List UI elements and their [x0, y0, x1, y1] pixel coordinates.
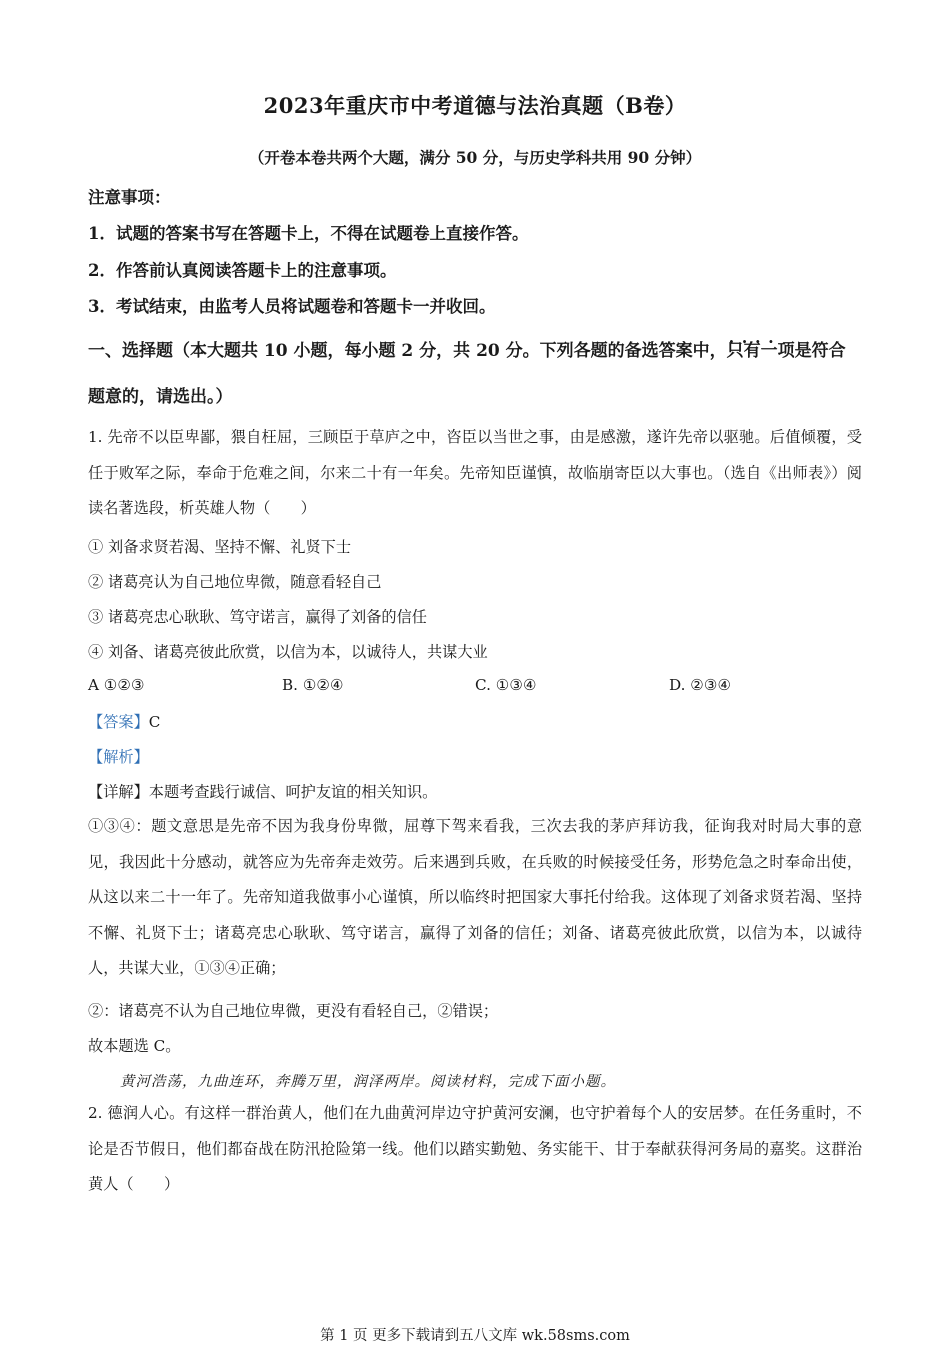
option-b: B. ①②④ [282, 676, 344, 694]
notice-item: 1．试题的答案书写在答题卡上，不得在试题卷上直接作答。 [88, 224, 529, 243]
statement-item: ③ 诸葛亮忠心耿耿、笃守诺言，赢得了刘备的信任 [88, 608, 427, 626]
material-intro: 黄河浩荡，九曲连环，奔腾万里，润泽两岸。阅读材料，完成下面小题。 [120, 1074, 616, 1090]
option-d: D. ②③④ [669, 676, 732, 694]
option-a: A ①②③ [88, 676, 145, 694]
section-heading-emphasis: · · 只有一项 [727, 341, 795, 361]
statement-item: ④ 刘备、诸葛亮彼此欣赏，以信为本，以诚待人，共谋大业 [88, 643, 488, 661]
answer-line [88, 711, 160, 732]
option-c: C. ①③④ [475, 676, 537, 694]
page-footer: 第 1 页 更多下载请到五八文库 wk.58sms.com [320, 1328, 630, 1344]
explanation-paragraph: ①③④：题文意思是先帝不因为我身份卑微，屈尊下驾来看我，三次去我的茅庐拜访我，征询我对时局大事的意见，我因此十分感动，就答应为先帝奔走效劳。后来遇到兵败，在兵败的时候接受任务，形势危急之时奉命出使，从这以来二十一年了。先帝知道我做事小心谨慎，所以临终时把国家大事托付给我。这体现了刘备求贤若渴、坚持不懈、礼贤下士；诸葛亮忠心耿耿、笃守诺言，赢得了刘备的信任；刘备、诸葛亮彼此欣赏，以信为本，以诚待人，共谋大业，①③④正确； [88, 817, 862, 977]
notice-item: 2．作答前认真阅读答题卡上的注意事项。 [88, 261, 397, 280]
statement-item: ① 刘备求贤若渴、坚持不懈、礼贤下士 [88, 538, 352, 556]
explanation-line: ②：诸葛亮不认为自己地位卑微，更没有看轻自己，②错误； [88, 1002, 499, 1020]
section-heading-text: 一、选择题（本大题共 10 小题，每小题 2 分，共 20 分。下列各题的备选答案中， [88, 341, 727, 361]
section-heading [88, 328, 862, 420]
analysis-tag: 【解析】 [88, 748, 149, 766]
notice-item: 3．考试结束，由监考人员将试题卷和答题卡一并收回。 [88, 297, 496, 316]
answer-tag: 【答案】 [88, 713, 149, 731]
notice-heading: 注意事项： [88, 188, 171, 207]
page-title: 2023年重庆市中考道德与法治真题（B卷） [263, 93, 687, 118]
answer-value: C [148, 713, 161, 731]
detail-line: 【详解】本题考查践行诚信、呵护友谊的相关知识。 [88, 783, 438, 801]
question-stem: 1. 先帝不以臣卑鄙，猥自枉屈，三顾臣于草庐之中，咨臣以当世之事，由是感激，遂许先帝以驱驰。后值倾覆，受任于败军之际，奉命于危难之间，尔来二十有一年矣。先帝知臣谨慎，故临崩寄臣以大事也。（选自《出师表》）阅读名著选段，析英雄人物（ ） [88, 428, 862, 517]
question-stem: 2. 德润人心。有这样一群治黄人，他们在九曲黄河岸边守护黄河安澜，也守护着每个人的安居梦。在任务重时，不论是否节假日，他们都奋战在防汛抢险第一线。他们以踏实勤勉、务实能干、甘于奉献获得河务局的嘉奖。这群治黄人（ ） [88, 1104, 862, 1193]
conclusion-line: 故本题选 C。 [88, 1037, 181, 1055]
page-subtitle: （开卷本卷共两个大题，满分 50 分，与历史学科共用 90 分钟） [248, 148, 702, 167]
section-heading-text-end: 是符合题意的，请选出。） [88, 341, 846, 407]
statement-item: ② 诸葛亮认为自己地位卑微，随意看轻自己 [88, 573, 382, 591]
